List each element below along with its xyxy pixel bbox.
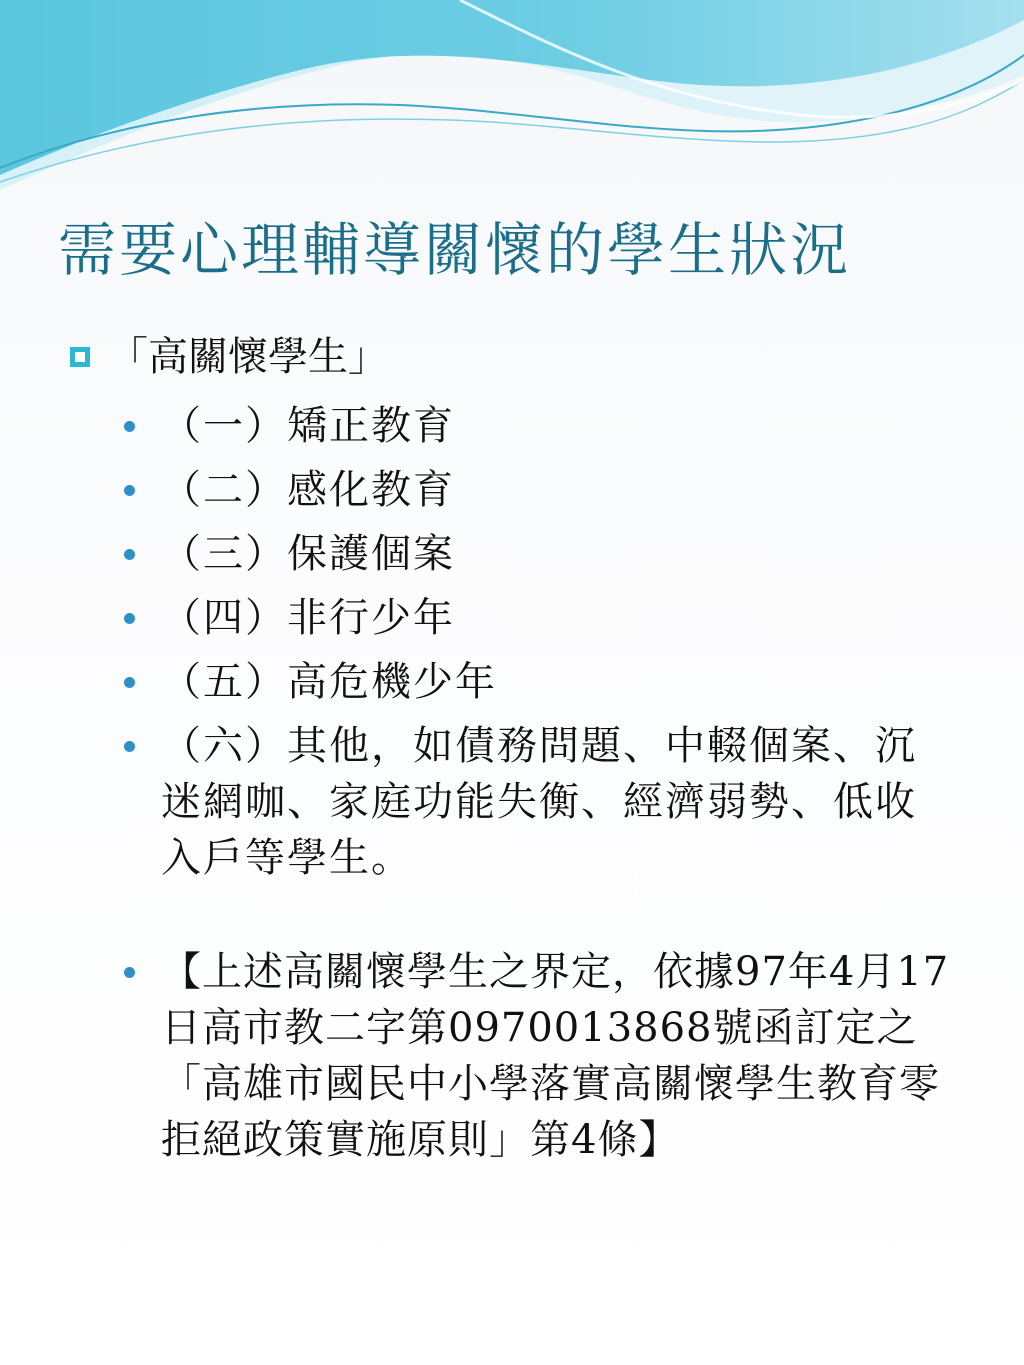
list-item [124, 590, 964, 646]
dot-bullet-icon [124, 613, 135, 624]
list-item-text: （二）感化教育 [161, 467, 455, 513]
heading-text: 「高關懷學生」 [108, 334, 388, 380]
dot-bullet-icon [124, 677, 135, 688]
list-item [124, 654, 964, 710]
list-item-text: （六）其他，如債務問題、中輟個案、沉迷網咖、家庭功能失衡、經濟弱勢、低收入戶等學生。 [161, 723, 917, 881]
heading-row [70, 328, 970, 386]
dot-bullet-icon [124, 741, 135, 752]
list-item-text: （四）非行少年 [161, 595, 455, 641]
dot-bullet-icon [124, 485, 135, 496]
list-item-text: （一）矯正教育 [161, 403, 455, 449]
bullet-list [124, 398, 964, 1168]
list-item [124, 462, 964, 518]
square-bullet-icon [70, 347, 90, 367]
slide-title: 需要心理輔導關懷的學生狀況 [58, 216, 852, 284]
list-item-text: 【上述高關懷學生之界定，依據97年4月17日高市教二字第0970013868號函訂定之「高雄市國民中小學落實高關懷學生教育零拒絕政策實施原則」第4條】 [161, 949, 950, 1163]
dot-bullet-icon [124, 549, 135, 560]
list-item-text: （三）保護個案 [161, 531, 455, 577]
list-item-text: （五）高危機少年 [161, 659, 497, 705]
list-item [124, 526, 964, 582]
dot-bullet-icon [124, 421, 135, 432]
wave-decoration [0, 0, 1024, 200]
list-item [124, 718, 964, 886]
list-item [124, 944, 964, 1168]
list-item [124, 398, 964, 454]
dot-bullet-icon [124, 967, 135, 978]
